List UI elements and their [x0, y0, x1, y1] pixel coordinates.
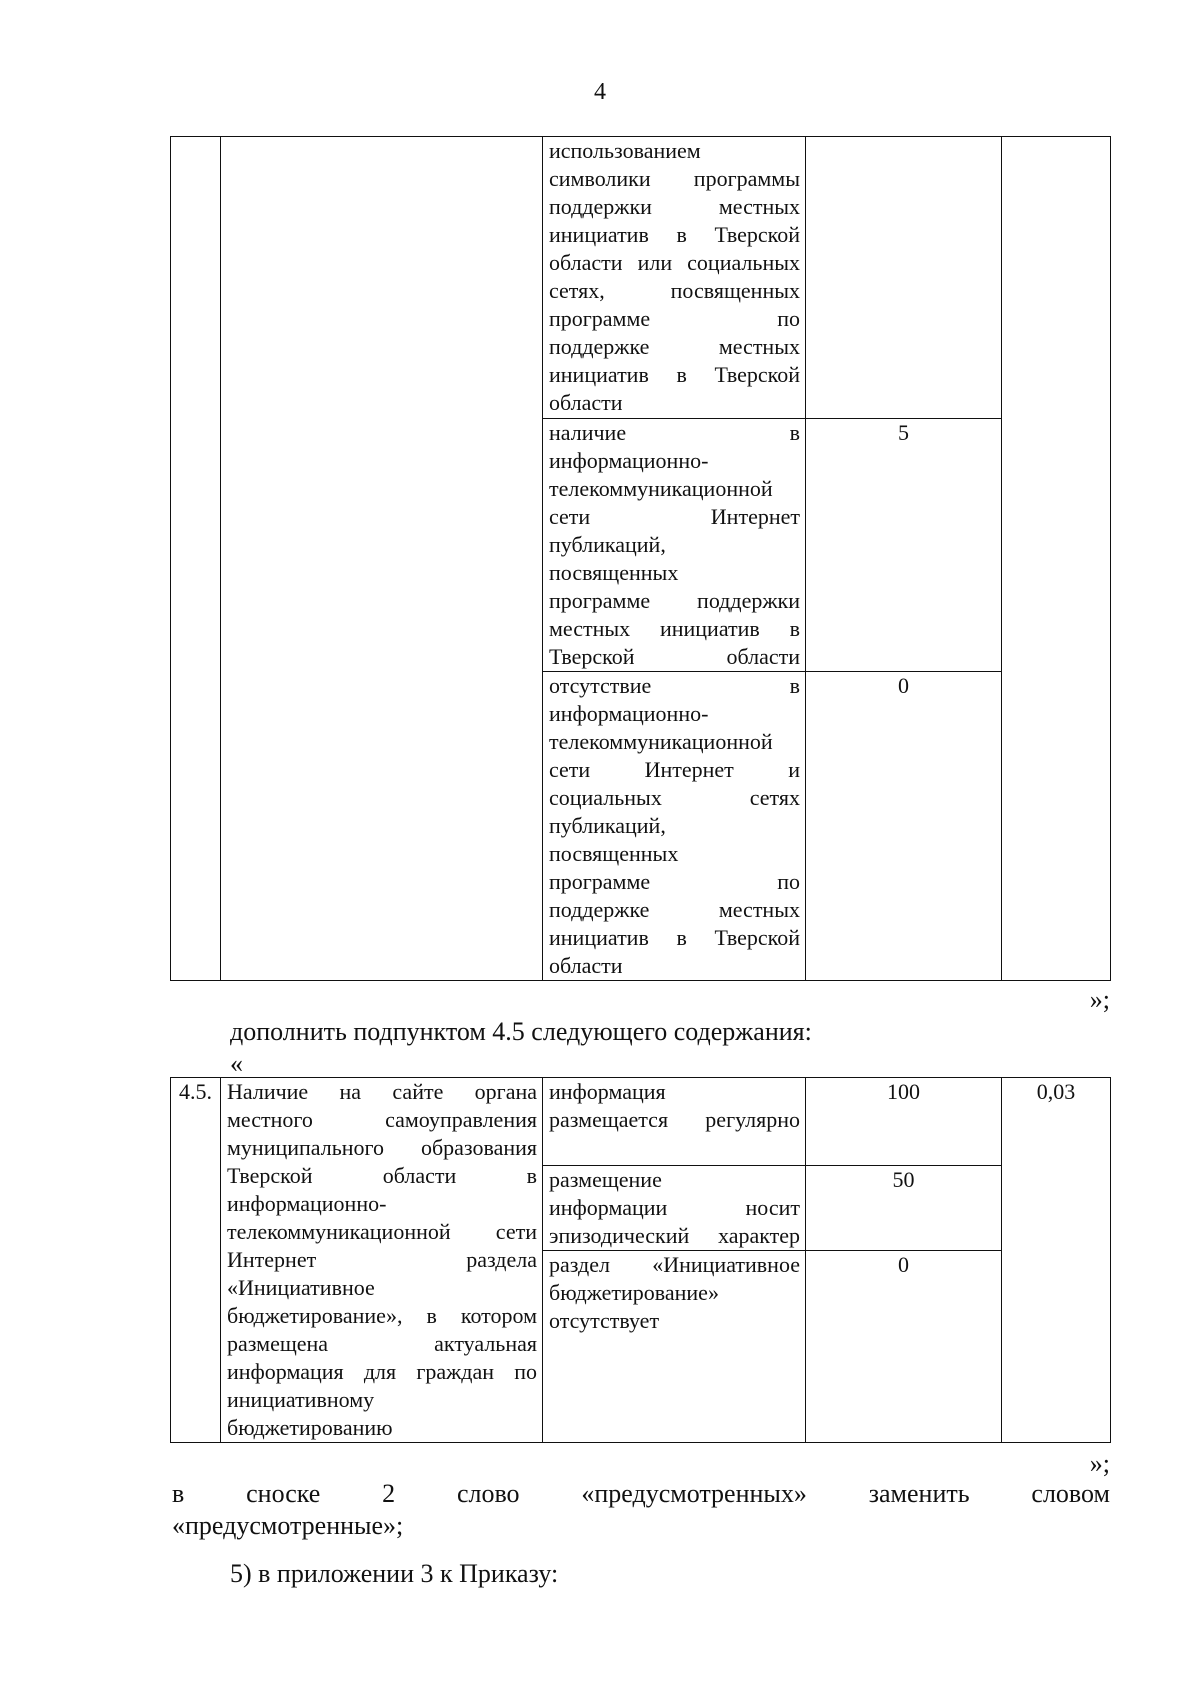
- footnote-word: слово: [456, 1479, 520, 1508]
- cell-line: сети Интернет: [549, 504, 800, 529]
- cell-line: Тверской области в: [227, 1163, 537, 1188]
- cell-line: эпизодический характер: [549, 1223, 800, 1248]
- closing-quote: »;: [1089, 985, 1110, 1014]
- cell-line: размещение: [549, 1167, 662, 1192]
- cell-line: Интернет раздела: [227, 1247, 537, 1272]
- page-number: 4: [594, 79, 606, 105]
- cell-line: публикаций,: [549, 813, 666, 838]
- value-description-cell: [543, 672, 806, 981]
- points-cell: 0: [806, 672, 1002, 981]
- footnote-word: в: [172, 1479, 185, 1508]
- footnote-word: сноске: [246, 1479, 321, 1508]
- appendix-paragraph: 5) в приложении 3 к Приказу:: [230, 1559, 559, 1588]
- cell-line: поддержке местных: [549, 334, 800, 359]
- cell-line: местных инициатив в: [549, 616, 800, 641]
- cell-line: информация: [549, 1079, 666, 1104]
- points-cell: 0: [806, 1251, 1002, 1443]
- footnote-word: «предусмотренных»: [581, 1479, 807, 1508]
- cell-line: местного самоуправления: [227, 1107, 537, 1132]
- cell-line: использованием: [549, 138, 701, 163]
- cell-line: отсутствует: [549, 1308, 660, 1333]
- cell-line: посвященных: [549, 841, 679, 866]
- cell-line: инициатив в Тверской: [549, 925, 800, 950]
- cell-line: наличие в: [549, 420, 800, 445]
- cell-line: сети Интернет и: [549, 757, 800, 782]
- cell-line: размещена актуальная: [227, 1331, 537, 1356]
- points-cell: [806, 137, 1002, 419]
- number-cell: 4.5.: [171, 1078, 221, 1443]
- cell-line: области: [549, 390, 623, 415]
- value-description-text: [543, 1251, 805, 1335]
- value-description-cell: [543, 137, 806, 419]
- cell-line: телекоммуникационной: [549, 476, 773, 501]
- points-cell: 50: [806, 1166, 1002, 1251]
- cell-line: поддержке местных: [549, 897, 800, 922]
- footnote-paragraph-continuation: «предусмотренные»;: [172, 1511, 404, 1540]
- value-description-text: [543, 1166, 805, 1250]
- weight-cell: [1002, 137, 1111, 981]
- cell-line: Тверской области: [549, 644, 800, 669]
- cell-line: телекоммуникационной: [549, 729, 773, 754]
- cell-line: социальных сетях: [549, 785, 800, 810]
- footnote-word: словом: [1031, 1479, 1110, 1508]
- weight-cell: 0,03: [1002, 1078, 1111, 1443]
- cell-line: информационно-: [549, 448, 709, 473]
- points-cell: 100: [806, 1078, 1002, 1166]
- cell-line: области: [549, 953, 623, 978]
- footnote-word: заменить: [868, 1479, 970, 1508]
- cell-line: программе поддержки: [549, 588, 800, 613]
- cell-line: Наличие на сайте органа: [227, 1079, 537, 1104]
- cell-line: информационно-: [227, 1191, 387, 1216]
- cell-line: телекоммуникационной сети: [227, 1219, 537, 1244]
- footnote-word: 2: [382, 1479, 396, 1508]
- points-cell: 5: [806, 419, 1002, 672]
- number-cell: [171, 137, 221, 981]
- criteria-table-continued: [170, 136, 1111, 981]
- cell-line: инициатив в Тверской: [549, 362, 800, 387]
- value-description-text: [543, 137, 805, 417]
- cell-line: программе по: [549, 869, 800, 894]
- value-description-cell: [543, 1251, 806, 1443]
- criterion-cell: [221, 1078, 543, 1443]
- cell-line: области или социальных: [549, 250, 800, 275]
- criterion-cell: [221, 137, 543, 981]
- cell-line: бюджетирование»: [549, 1280, 719, 1305]
- cell-line: бюджетирование», в котором: [227, 1303, 537, 1328]
- cell-line: раздел «Инициативное: [549, 1252, 800, 1277]
- value-description-cell: [543, 1078, 806, 1166]
- cell-line: программе по: [549, 306, 800, 331]
- cell-line: инициативному: [227, 1387, 375, 1412]
- cell-line: информационно-: [549, 701, 709, 726]
- closing-quote: »;: [1089, 1449, 1110, 1478]
- cell-line: муниципального образования: [227, 1135, 537, 1160]
- cell-line: бюджетированию: [227, 1415, 393, 1440]
- cell-line: поддержки местных: [549, 194, 800, 219]
- value-description-text: [543, 1078, 805, 1134]
- value-description-cell: [543, 1166, 806, 1251]
- cell-line: публикаций,: [549, 532, 666, 557]
- cell-line: информация для граждан по: [227, 1359, 537, 1384]
- value-description-cell: [543, 419, 806, 672]
- footnote-paragraph: [172, 1478, 1110, 1510]
- value-description-text: [543, 419, 805, 671]
- cell-line: «Инициативное: [227, 1275, 375, 1300]
- criterion-text: [221, 1078, 542, 1442]
- cell-line: размещается регулярно: [549, 1107, 800, 1132]
- criteria-table-4-5: [170, 1077, 1111, 1443]
- value-description-text: [543, 672, 805, 980]
- cell-line: информации носит: [549, 1195, 800, 1220]
- cell-line: посвященных: [549, 560, 679, 585]
- intro-paragraph: дополнить подпунктом 4.5 следующего содержания:: [230, 1017, 812, 1046]
- cell-line: инициатив в Тверской: [549, 222, 800, 247]
- cell-line: символики программы: [549, 166, 800, 191]
- cell-line: отсутствие в: [549, 673, 800, 698]
- opening-quote: «: [230, 1049, 243, 1078]
- cell-line: сетях, посвященных: [549, 278, 800, 303]
